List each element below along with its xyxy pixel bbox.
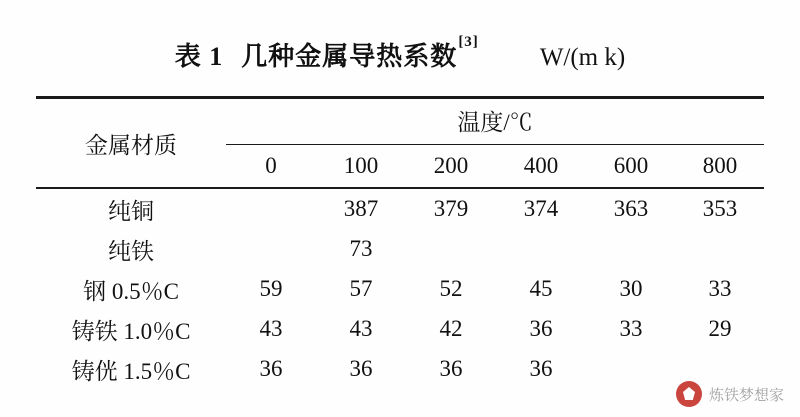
row-material-0: 纯铜 [108, 198, 154, 224]
caption-title: 几种金属导热系数 [241, 42, 458, 71]
header-temp-100: 100 [343, 153, 379, 178]
table-row [36, 349, 764, 389]
header-temperature-group: 温度/℃ [226, 98, 764, 145]
cell-3-0: 43 [259, 316, 283, 341]
cell-4-1: 36 [349, 356, 373, 381]
caption-table-number: 表 1 [174, 42, 224, 71]
table-caption [0, 36, 800, 80]
cell-2-2: 52 [439, 276, 463, 301]
row-material-1: 纯铁 [108, 238, 154, 264]
cell-0-3: 374 [523, 196, 559, 221]
cell-1-0 [226, 229, 316, 269]
cell-2-4: 30 [619, 276, 643, 301]
cell-1-3 [496, 229, 586, 269]
table-row [36, 229, 764, 269]
table-row [36, 188, 764, 229]
cell-4-0: 36 [259, 356, 283, 381]
cell-1-4 [586, 229, 676, 269]
header-temp-0: 0 [265, 153, 277, 178]
cell-1-1: 73 [349, 236, 373, 261]
thermal-conductivity-table-wrapper [36, 96, 764, 397]
cell-3-1: 43 [349, 316, 373, 341]
cell-0-5: 353 [702, 196, 738, 221]
header-temp-800: 800 [702, 153, 738, 178]
cell-2-3: 45 [529, 276, 553, 301]
cell-3-3: 36 [529, 316, 553, 341]
cell-1-2 [406, 229, 496, 269]
cell-0-2: 379 [433, 196, 469, 221]
cell-4-3: 36 [529, 356, 553, 381]
cell-3-2: 42 [439, 316, 463, 341]
watermark [676, 381, 784, 407]
cell-4-4 [586, 349, 676, 389]
shield-logo-icon [676, 381, 702, 407]
cell-2-5: 33 [708, 276, 732, 301]
caption-reference-marker: [3] [458, 34, 479, 51]
cell-4-2: 36 [439, 356, 463, 381]
watermark-text: 炼铁梦想家 [708, 386, 784, 404]
cell-3-4: 33 [619, 316, 643, 341]
cell-0-0 [226, 188, 316, 229]
header-temp-200: 200 [433, 153, 469, 178]
table-row [36, 269, 764, 309]
header-temp-600: 600 [613, 153, 649, 178]
row-material-2: 钢 0.5％C [83, 278, 179, 304]
cell-0-4: 363 [613, 196, 649, 221]
header-temp-400: 400 [523, 153, 559, 178]
cell-1-5 [676, 229, 764, 269]
caption-main-text [175, 36, 478, 73]
table-bottom-padding [36, 389, 764, 397]
cell-0-1: 387 [343, 196, 379, 221]
cell-3-5: 29 [708, 316, 732, 341]
cell-2-0: 59 [259, 276, 283, 301]
cell-2-1: 57 [349, 276, 373, 301]
caption-unit: W/(m k) [539, 44, 626, 71]
thermal-conductivity-table [36, 96, 764, 397]
table-header-group-row [36, 98, 764, 145]
header-material: 金属材质 [36, 98, 226, 188]
table-row [36, 309, 764, 349]
row-material-3: 铸铁 1.0％C [71, 318, 191, 344]
row-material-4: 铸侊 1.5％C [71, 358, 191, 384]
